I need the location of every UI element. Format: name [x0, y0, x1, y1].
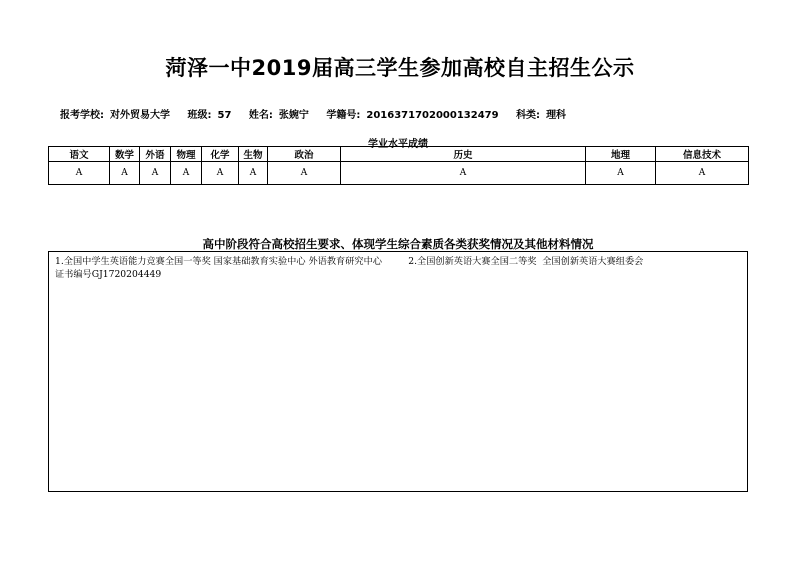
awards-title: 高中阶段符合高校招生要求、体现学生综合素质各类获奖情况及其他材料情况 [202, 237, 594, 251]
scores-table [48, 146, 749, 185]
header-cell: 历史 [341, 147, 586, 162]
header-cell: 化学 [202, 147, 239, 162]
name-label: 姓名: [248, 110, 273, 121]
scores-header-row [49, 147, 749, 162]
score-cell: A [239, 162, 268, 185]
score-cell: A [268, 162, 341, 185]
subject-label: 科类: [516, 110, 541, 121]
student-info [60, 106, 580, 121]
header-cell: 信息技术 [656, 147, 749, 162]
class-value: 57 [217, 110, 232, 121]
header-cell: 生物 [239, 147, 268, 162]
score-cell: A [341, 162, 586, 185]
awards-box [48, 251, 748, 492]
header-cell: 语文 [49, 147, 110, 162]
header-cell: 数学 [110, 147, 140, 162]
score-cell: A [140, 162, 171, 185]
awards-text: 1.全国中学生英语能力竞赛全国一等奖 国家基础教育实验中心 外语教育研究中心 2.全国创新英语大赛全国二等奖 全国创新英语大赛组委会 证书编号GJ1720204449 [55, 256, 644, 280]
scores-title: 学业水平成绩 [368, 139, 428, 150]
school-value: 对外贸易大学 [110, 110, 170, 121]
header-cell: 地理 [586, 147, 656, 162]
score-cell: A [586, 162, 656, 185]
school-label: 报考学校: [60, 110, 104, 121]
score-cell: A [202, 162, 239, 185]
subject-value: 理科 [546, 110, 567, 121]
id-label: 学籍号: [326, 110, 361, 121]
scores-value-row [49, 162, 749, 185]
page-title: 菏泽一中2019届高三学生参加高校自主招生公示 [165, 56, 635, 80]
header-cell: 政治 [268, 147, 341, 162]
score-cell: A [110, 162, 140, 185]
header-cell: 外语 [140, 147, 171, 162]
id-value: 2016371702000132479 [366, 110, 499, 121]
class-label: 班级: [187, 110, 212, 121]
name-value: 张婉宁 [278, 110, 309, 121]
score-cell: A [171, 162, 202, 185]
score-cell: A [49, 162, 110, 185]
header-cell: 物理 [171, 147, 202, 162]
score-cell: A [656, 162, 749, 185]
